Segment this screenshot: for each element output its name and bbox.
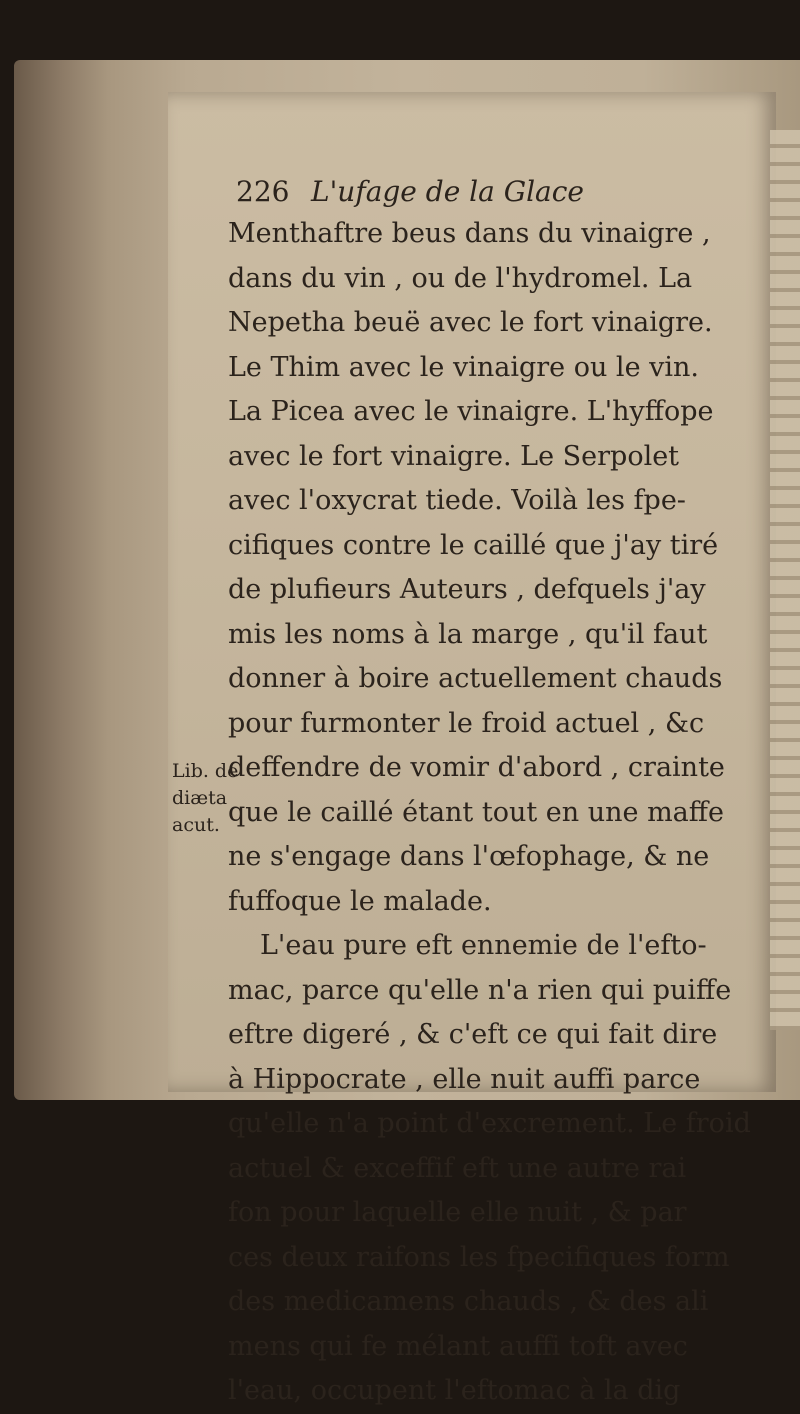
body-text: [228, 212, 768, 1414]
text-line: mis les noms à la marge , qu'il faut: [228, 618, 708, 650]
text-line: fuffoque le malade.: [228, 885, 492, 917]
text-line: avec l'oxycrat tiede. Voilà les fpe-: [228, 485, 686, 516]
text-line: à Hippocrate , elle nuit auffi parce: [228, 1063, 701, 1095]
margin-note: [172, 758, 239, 839]
text-line: ces deux raifons les fpecifiques form: [228, 1241, 730, 1273]
text-line: que le caillé étant tout en une maffe: [228, 796, 724, 828]
text-line: cifiques contre le caillé que j'ay tiré: [228, 529, 719, 561]
text-line: eftre digeré , & c'eft ce qui fait dire: [228, 1019, 718, 1050]
text-line: ne s'engage dans l'œfophage, & ne: [228, 841, 710, 872]
text-line: qu'elle n'a point d'excrement. Le froid: [228, 1108, 751, 1139]
text-line: des medicamens chauds , & des ali: [228, 1286, 709, 1317]
page-number: 226: [236, 175, 290, 208]
text-line: fon pour laquelle elle nuit , & par: [228, 1197, 687, 1228]
text-line: Le Thim avec le vinaigre ou le vin.: [228, 351, 699, 383]
text-line: Nepetha beuë avec le fort vinaigre.: [228, 307, 713, 338]
text-line: donner à boire actuellement chauds: [228, 663, 723, 694]
text-line: Menthaftre beus dans du vinaigre ,: [228, 218, 711, 249]
margin-note-line: Lib. de: [172, 760, 239, 782]
text-line: deffendre de vomir d'abord , crainte: [228, 752, 725, 783]
text-line: dans du vin , ou de l'hydromel. La: [228, 262, 693, 294]
text-line: mac, parce qu'elle n'a rien qui puiffe: [228, 974, 732, 1006]
text-line: La Picea avec le vinaigre. L'hyffope: [228, 396, 714, 427]
text-line: avec le fort vinaigre. Le Serpolet: [228, 440, 680, 472]
next-page-edge: [770, 130, 800, 1030]
text-line: actuel & exceffif eft une autre rai: [228, 1152, 687, 1184]
running-title: L'ufage de la Glace: [311, 175, 584, 208]
margin-note-line: diæta: [172, 787, 228, 809]
text-line: de plufieurs Auteurs , defquels j'ay: [228, 574, 706, 605]
text-line: L'eau pure eft ennemie de l'efto-: [260, 930, 707, 961]
page-header: [236, 175, 756, 209]
text-line: pour furmonter le froid actuel , &c: [228, 707, 705, 739]
text-line: l'eau, occupent l'eftomac à la dig: [228, 1375, 681, 1406]
text-line: mens qui fe mélant auffi toft avec: [228, 1330, 688, 1362]
margin-note-line: acut.: [172, 814, 220, 836]
